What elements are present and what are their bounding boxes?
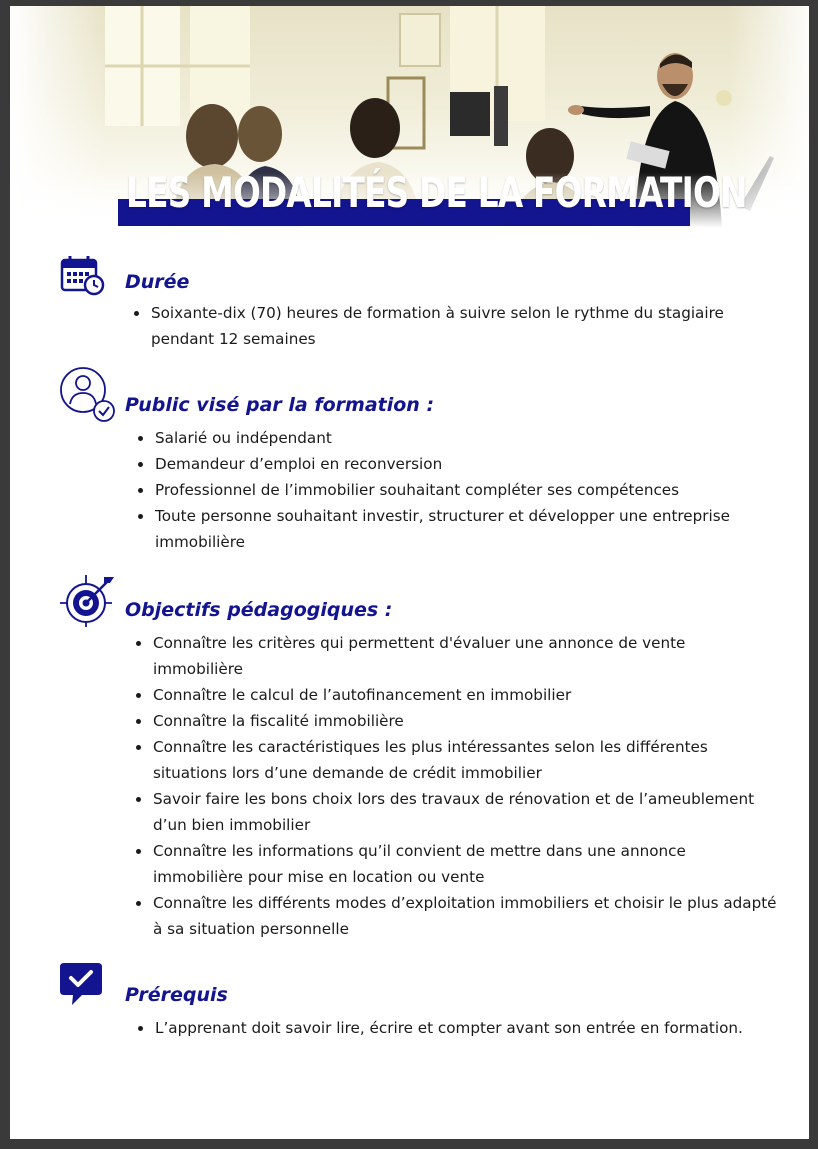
list-item: Connaître le calcul de l’autofinancement en immobilier bbox=[153, 682, 778, 708]
list-item: Savoir faire les bons choix lors des travaux de rénovation et de l’ameublement d’un bien immobilier bbox=[153, 786, 778, 838]
list-item: Connaître les différents modes d’exploitation immobiliers et choisir le plus adapté à sa situation personnelle bbox=[153, 890, 778, 942]
list-item: Toute personne souhaitant investir, structurer et développer une entreprise immobilière bbox=[155, 503, 775, 555]
user-check-icon bbox=[59, 366, 121, 424]
list-item: Salarié ou indépendant bbox=[155, 425, 775, 451]
list-item: Professionnel de l’immobilier souhaitant compléter ses compétences bbox=[155, 477, 775, 503]
list-prerequis bbox=[155, 1015, 755, 1041]
target-dart-icon bbox=[60, 573, 118, 629]
list-duree bbox=[151, 300, 791, 352]
list-item: Connaître la fiscalité immobilière bbox=[153, 708, 778, 734]
document-page bbox=[10, 6, 809, 1139]
section-title-objectifs: Objectifs pédagogiques : bbox=[125, 599, 393, 621]
list-public bbox=[155, 425, 775, 555]
hero-banner bbox=[10, 6, 809, 228]
section-title-duree: Durée bbox=[125, 271, 190, 293]
list-item: Connaître les critères qui permettent d'évaluer une annonce de vente immobilière bbox=[153, 630, 778, 682]
list-item: Connaître les caractéristiques les plus intéressantes selon les différentes situations lors d’une demande de crédit immobilier bbox=[153, 734, 778, 786]
list-item: Demandeur d’emploi en reconversion bbox=[155, 451, 775, 477]
calendar-clock-icon bbox=[60, 254, 108, 296]
page-title: LES MODALITÉS DE LA FORMATION bbox=[126, 168, 747, 217]
checkbox-chat-icon bbox=[60, 961, 104, 1007]
list-item: Connaître les informations qu’il convient de mettre dans une annonce immobilière pour mise en location ou vente bbox=[153, 838, 778, 890]
list-item: L’apprenant doit savoir lire, écrire et compter avant son entrée en formation. bbox=[155, 1015, 755, 1041]
list-objectifs bbox=[153, 630, 778, 942]
section-title-public: Public visé par la formation : bbox=[125, 394, 435, 416]
section-title-prerequis: Prérequis bbox=[125, 984, 228, 1006]
list-item: Soixante-dix (70) heures de formation à suivre selon le rythme du stagiaire pendant 12 semaines bbox=[151, 300, 791, 352]
